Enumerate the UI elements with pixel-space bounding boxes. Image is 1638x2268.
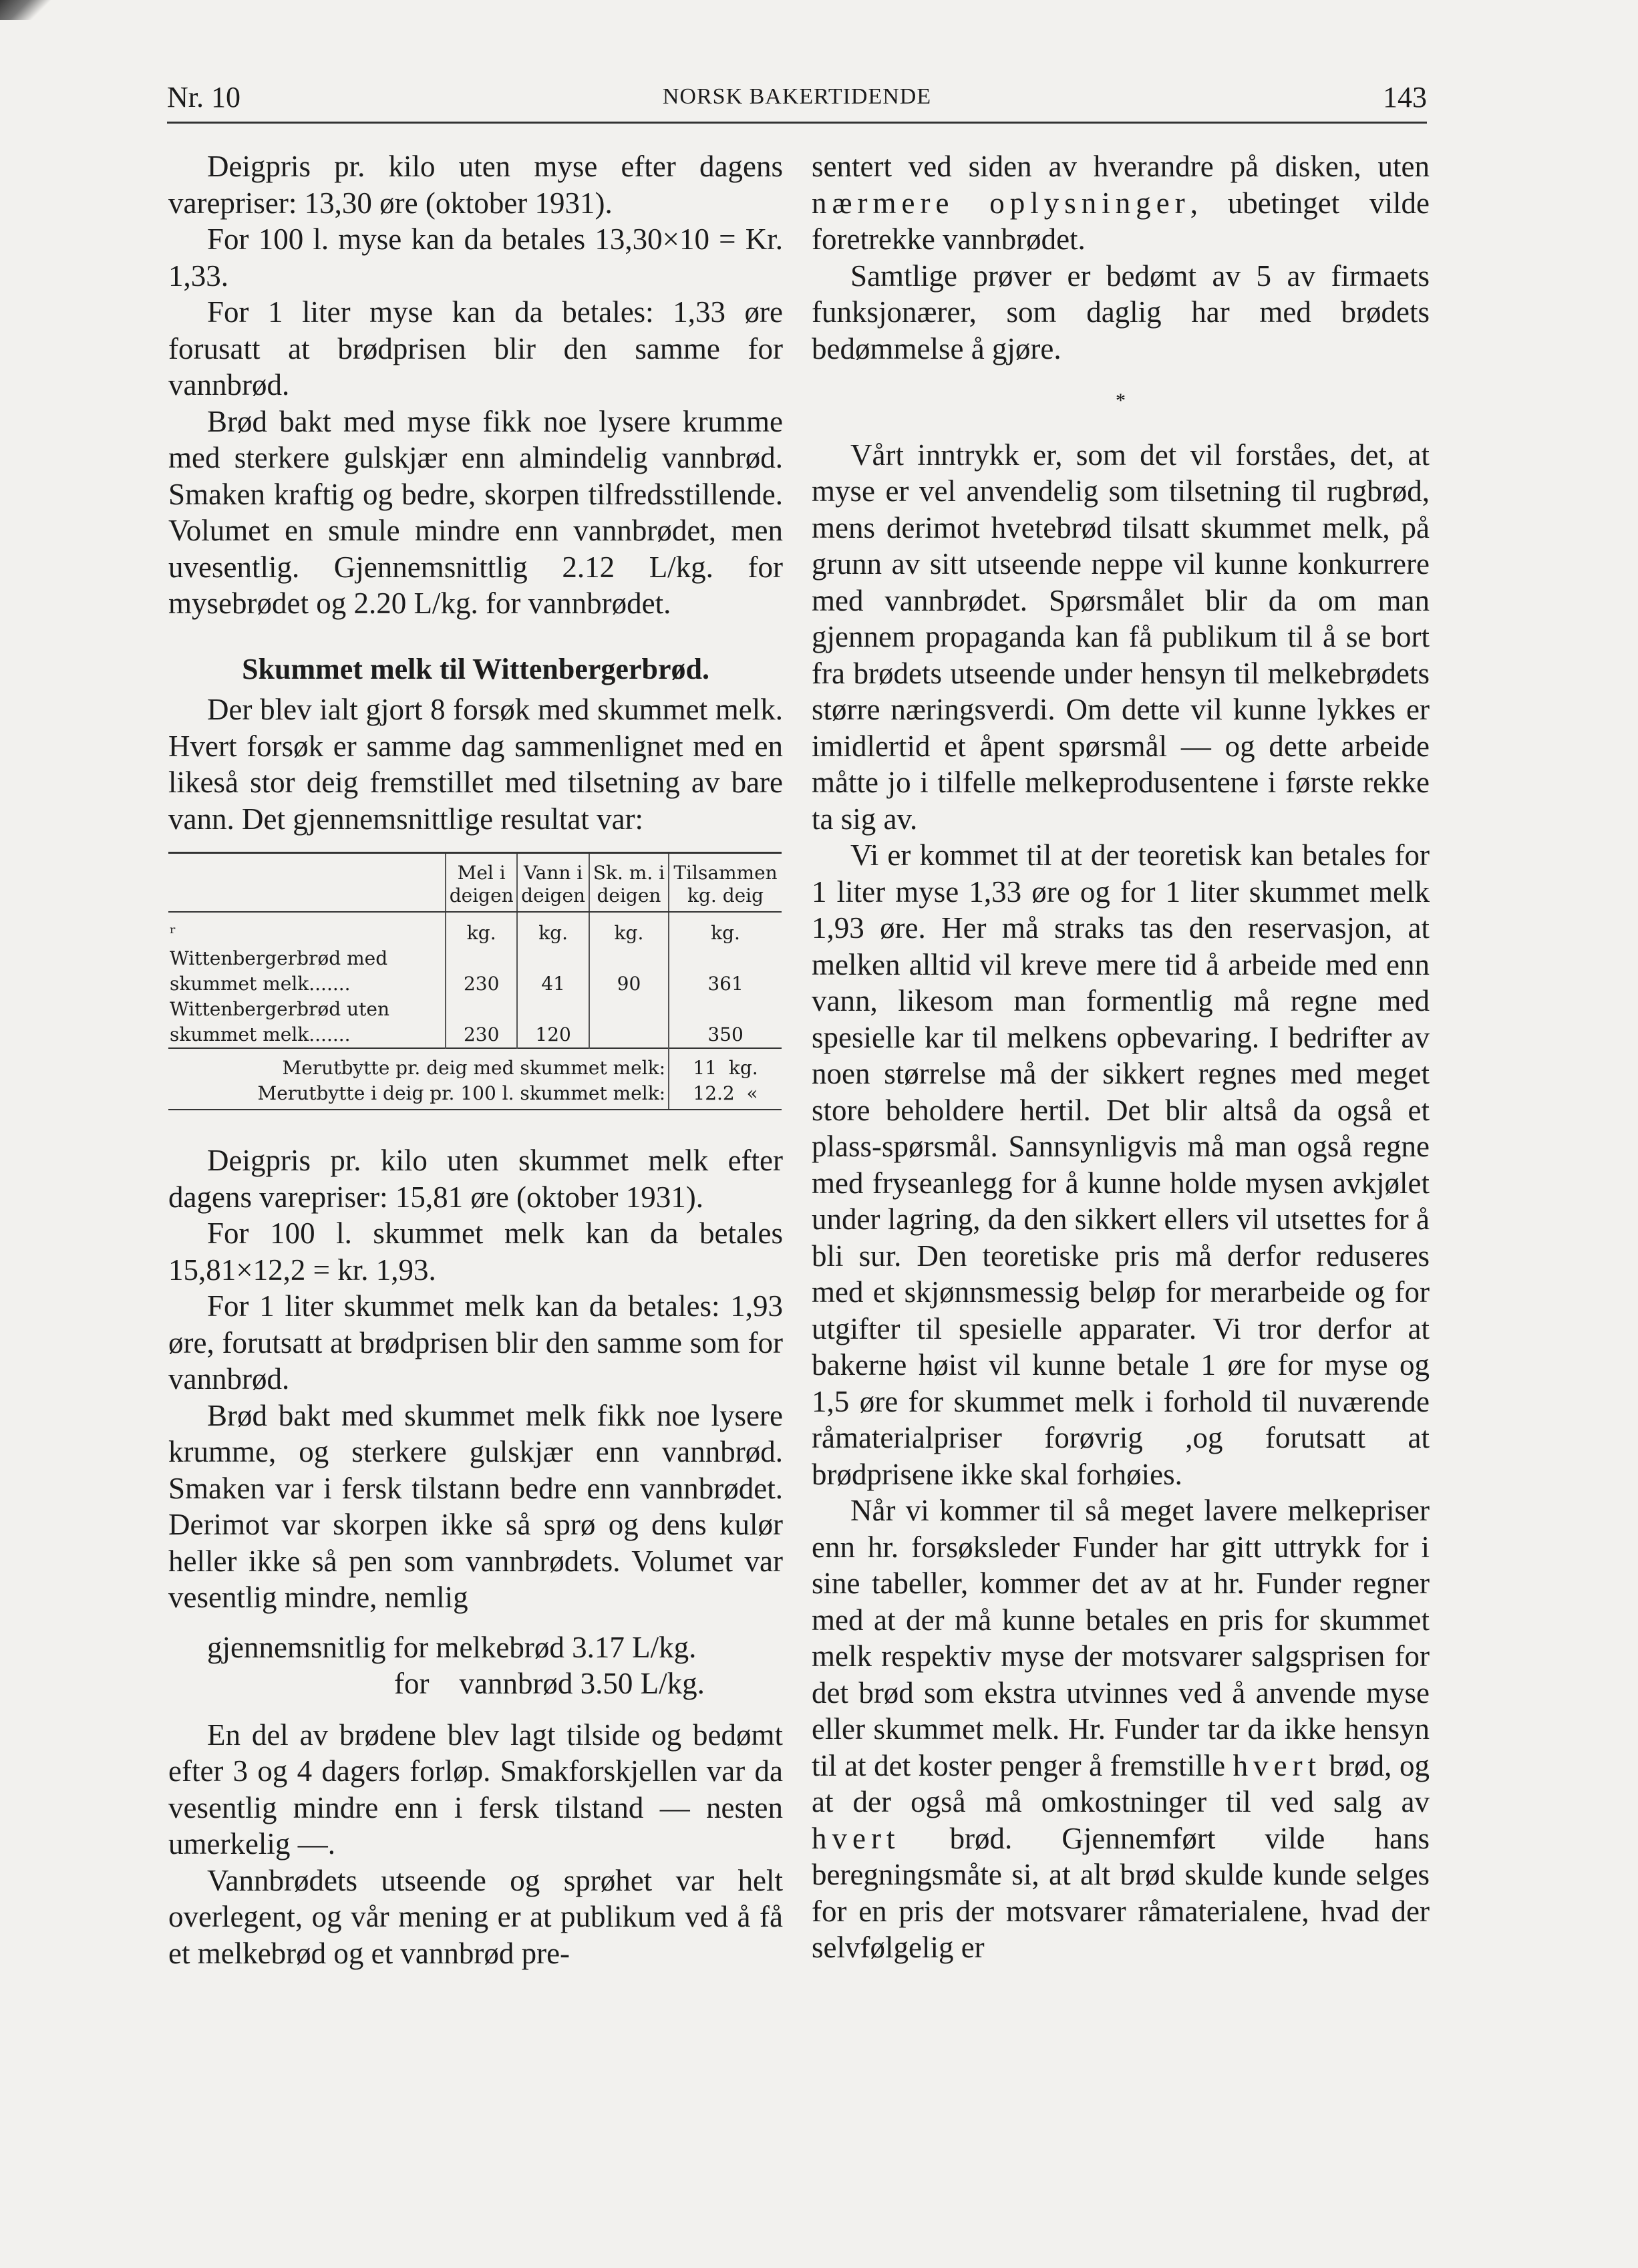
table-header-blank <box>168 853 446 913</box>
table-header-cell: Sk. m. i deigen <box>589 853 669 913</box>
table-header-row <box>168 853 782 913</box>
cell-mel: 230 <box>446 1022 517 1048</box>
paragraph: En del av brødene blev lagt tilside og bedømt efter 3 og 4 dagers forløp. Smakforskjellen var da vesentlig mindre enn i fersk tilstand — nesten umerkelig —. <box>168 1718 783 1860</box>
paragraph: Når vi kommer til så meget lavere melkepriser enn hr. forsøksleder Funder har gitt uttrykk for i sine tabeller, kommer det av at hr. Funder regner med at der må kunne betales en pris for skummet melk respektiv myse der motsvarer salgsprisen for det brød som ekstra utvinnes ved å anvende myse eller skummet melk. Hr. Funder tar da ikke hensyn til at det koster penger å fremstille hvert brød, og at der også må omkostninger til ved salg av hvert brød. Gjennemført vilde hans beregningsmåte si, at alt brød skulde kunde selges for en pris der motsvarer råmaterialene, hvad der selvfølgelig er <box>812 1494 1430 1964</box>
row-label: skummet melk....... <box>170 973 351 995</box>
average-volume-milk: gjennemsnitlig for melkebrød 3.17 L/kg. <box>207 1630 697 1664</box>
unit-cell: kg. <box>446 912 517 946</box>
table-header-cell: Tilsammen kg. deig <box>669 853 782 913</box>
paragraph: Brød bakt med skummet melk fikk noe lysere krumme, og sterkere gulskjær enn vannbrød. Smaken var i fersk tilstann bedre enn vannbrødet. Derimot var skorpen ikke så sprø og dens kulør heller ikke så pen som vannbrødets. Volumet var vesentlig mindre, nemlig <box>168 1398 783 1614</box>
row-label: Wittenbergerbrød med <box>170 947 388 969</box>
table-header-cell: Mel i deigen <box>446 853 517 913</box>
right-column <box>812 148 1430 1966</box>
paragraph: sentert ved siden av hverandre på disken, uten nærmere oplysninger, ubetinget vilde foretrekke vannbrødet. <box>812 150 1430 256</box>
row-label: Wittenbergerbrød uten <box>170 998 389 1020</box>
table-row <box>168 946 782 971</box>
page-header <box>167 80 1427 120</box>
cell-total: 361 <box>669 971 782 997</box>
table-header-cell: Vann i deigen <box>517 853 589 913</box>
table-units-row <box>168 912 782 946</box>
section-separator: * <box>1116 389 1126 412</box>
cell-skummet-melk: 90 <box>589 971 669 997</box>
row-label: skummet melk....... <box>170 1023 351 1045</box>
unit-cell: kg. <box>589 912 669 946</box>
paragraph: Deigpris pr. kilo uten myse efter dagens varepriser: 13,30 øre (oktober 1931). <box>168 150 783 220</box>
unit-cell: kg. <box>669 912 782 946</box>
cell-skummet-melk <box>589 1022 669 1048</box>
table-row <box>168 1022 782 1048</box>
cell-vann: 41 <box>517 971 589 997</box>
results-table <box>168 852 782 1110</box>
table-row <box>168 997 782 1022</box>
summary-label: Merutbytte i deig pr. 100 l. skummet melk: <box>168 1081 669 1110</box>
summary-row <box>168 1048 782 1081</box>
cell-vann: 120 <box>517 1022 589 1048</box>
table-row <box>168 971 782 997</box>
summary-row <box>168 1081 782 1110</box>
paragraph: For 1 liter skummet melk kan da betales: 1,93 øre, forutsatt at brødprisen blir den samme som for vannbrød. <box>168 1289 783 1396</box>
summary-value: 11 kg. <box>669 1048 782 1081</box>
paragraph: For 1 liter myse kan da betales: 1,33 øre forusatt at brødprisen blir den samme for vannbrød. <box>168 295 783 401</box>
left-column <box>168 148 783 1971</box>
cell-total: 350 <box>669 1022 782 1048</box>
average-volume-water: for vannbrød 3.50 L/kg. <box>394 1667 705 1700</box>
average-volumes <box>168 1629 783 1702</box>
cell-mel: 230 <box>446 971 517 997</box>
paragraph: Vårt inntrykk er, som det vil forståes, det, at myse er vel anvendelig som tilsetning til rugbrød, mens derimot hvetebrød tilsatt skummet melk, på grunn av sitt utseende neppe vil kunne konkurrere med vannbrødet. Spørsmålet blir da om man gjennem propaganda kan få publikum til å se bort fra brødets utseende under hensyn til melkebrødets større næringsverdi. Om dette vil kunne lykkes er imidlertid et åpent spørsmål — og dette arbeide måtte jo i tilfelle melkeprodusentene i første rekke ta sig av. <box>812 438 1430 836</box>
spaced-emphasis: hvert <box>812 1821 900 1855</box>
unit-mark: ʳ <box>170 922 176 944</box>
header-rule <box>167 122 1427 124</box>
section-heading: Skummet melk til Wittenbergerbrød. <box>242 652 709 685</box>
paragraph: Der blev ialt gjort 8 forsøk med skummet melk. Hvert forsøk er samme dag sammenlignet med en likeså stor deig fremstillet med tilsetning av bare vann. Det gjennemsnittlige resultat var: <box>168 693 783 836</box>
scan-corner-mark <box>0 0 53 20</box>
issue-number: Nr. 10 <box>167 81 240 114</box>
spaced-emphasis: hvert <box>1233 1748 1322 1782</box>
paragraph: For 100 l. myse kan da betales 13,30×10 = Kr. 1,33. <box>168 222 783 293</box>
publication-title: NORSK BAKERTIDENDE <box>662 84 932 109</box>
paragraph: Samtlige prøver er bedømt av 5 av firmaets funksjonærer, som daglig har med brødets bedømmelse å gjøre. <box>812 259 1430 365</box>
page-number: 143 <box>1383 81 1427 114</box>
paragraph: Brød bakt med myse fikk noe lysere krumme med sterkere gulskjær enn almindelig vannbrød. Smaken kraftig og bedre, skorpen tilfredsstillende. Volumet en smule mindre enn vannbrødet, men uvesentlig. Gjennemsnittlig 2.12 L/kg. for mysebrødet og 2.20 L/kg. for vannbrødet. <box>168 404 783 620</box>
paragraph: Vannbrødets utseende og sprøhet var helt overlegent, og vår mening er at publikum ved å få et melkebrød og et vannbrød pre- <box>168 1863 783 1970</box>
paragraph: For 100 l. skummet melk kan da betales 15,81×12,2 = kr. 1,93. <box>168 1217 783 1287</box>
spaced-emphasis: nærmere oplysninger <box>812 186 1190 220</box>
summary-label: Merutbytte pr. deig med skummet melk: <box>168 1048 669 1081</box>
paragraph: Vi er kommet til at der teoretisk kan betales for 1 liter myse 1,33 øre og for 1 liter skummet melk 1,93 øre. Her må straks tas den reservasjon, at melken alltid vil kreve mere tid å arbeide med enn vann, likesom man formentlig må regne med spesielle kar til melkens opbevaring. I bedrifter av noen størrelse må der sikkert regnes med meget store beholdere hertil. Det blir altså da også et plass-spørsmål. Sannsynligvis må man også regne med fryseanlegg for å kunne holde mysen avkjølet under lagring, da den sikkert ellers vil utsettes for å bli sur. Den teoretiske pris må derfor reduseres med et skjønnsmessig beløp for merarbeide og for utgifter til spesielle apparater. Vi tror derfor at bakerne høist vil kunne betale 1 øre for myse og 1,5 øre for skummet melk i forhold til nuværende råmaterialpriser forøvrig ,og forutsatt at brødprisene ikke skal forhøies. <box>812 838 1430 1491</box>
unit-cell: kg. <box>517 912 589 946</box>
summary-value: 12.2 « <box>669 1081 782 1110</box>
paragraph: Deigpris pr. kilo uten skummet melk efter dagens varepriser: 15,81 øre (oktober 1931). <box>168 1144 783 1214</box>
